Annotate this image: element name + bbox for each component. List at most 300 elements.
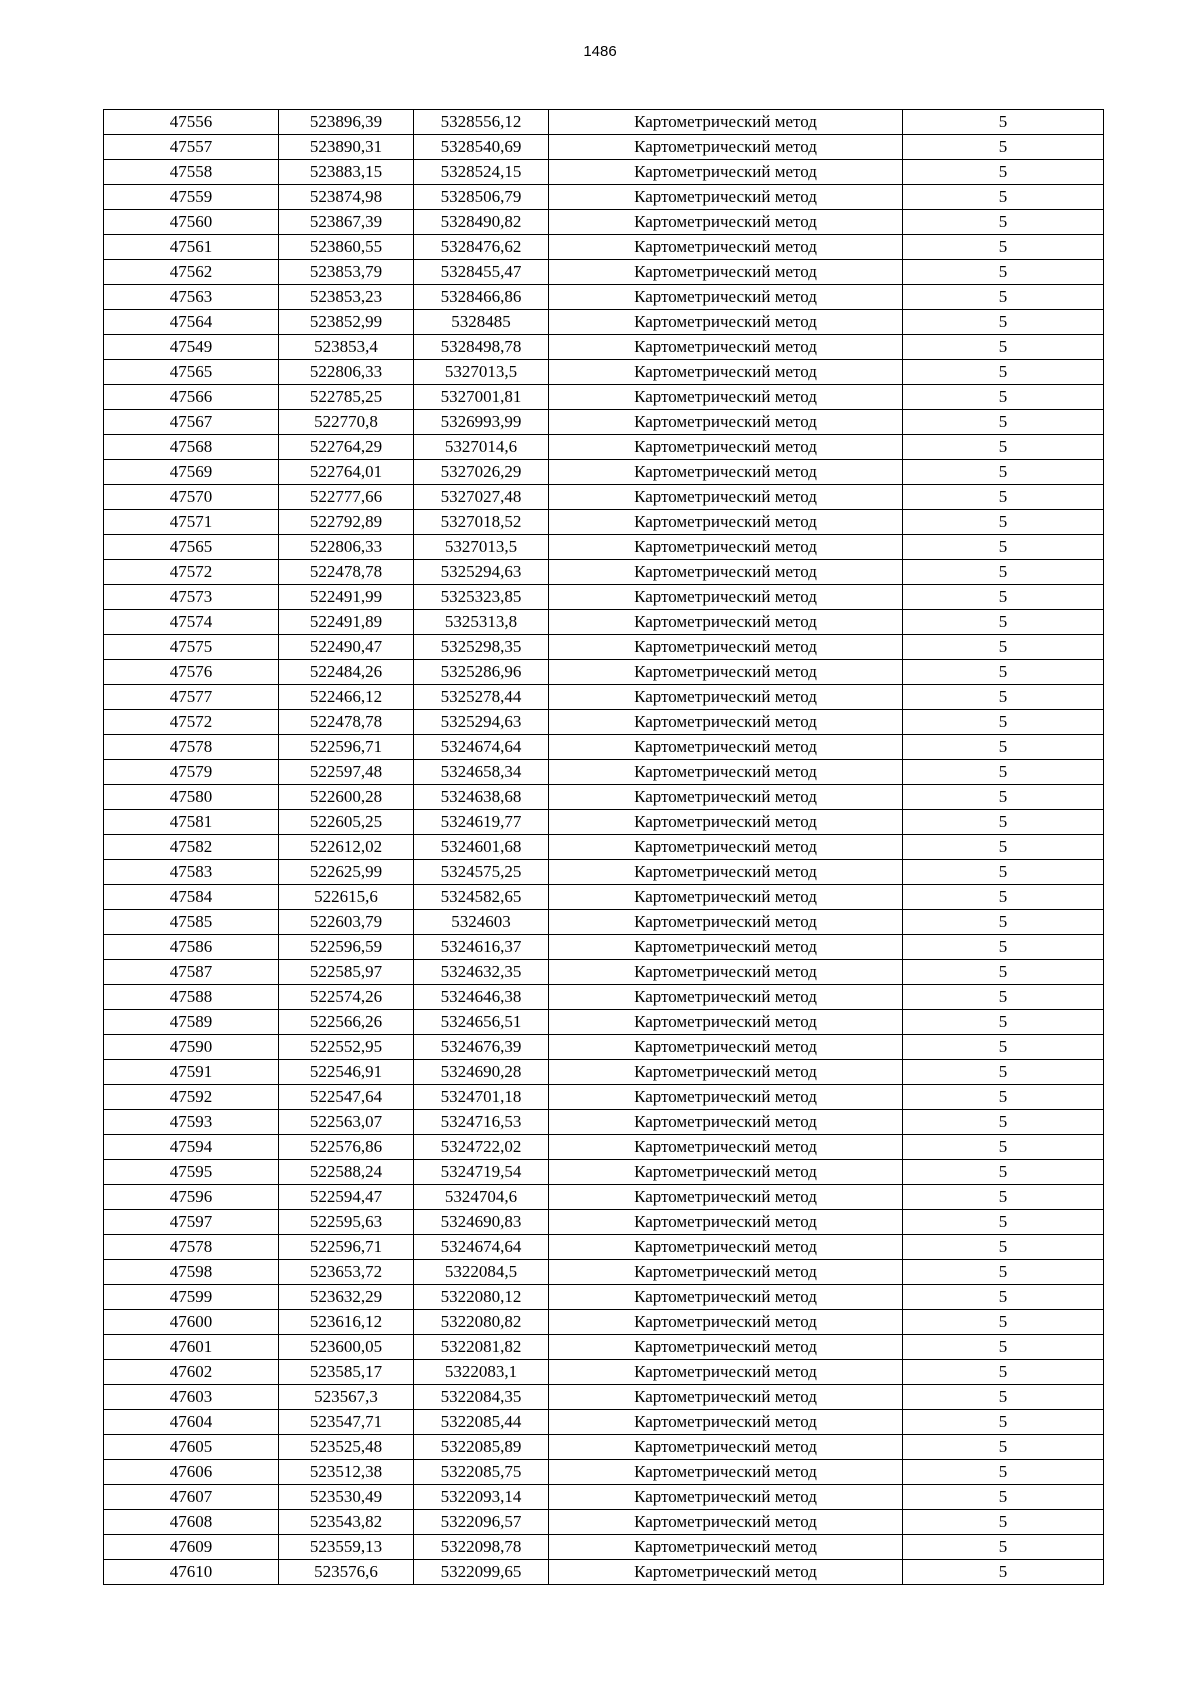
accuracy-cell: 5 — [903, 260, 1104, 285]
accuracy-cell: 5 — [903, 410, 1104, 435]
table-row — [104, 1510, 1104, 1535]
point-number-cell: 47578 — [104, 1235, 279, 1260]
x-coordinate-cell: 522612,02 — [279, 835, 414, 860]
table-row — [104, 1485, 1104, 1510]
accuracy-cell: 5 — [903, 1135, 1104, 1160]
table-row — [104, 635, 1104, 660]
table-row — [104, 785, 1104, 810]
y-coordinate-cell: 5328455,47 — [414, 260, 549, 285]
y-coordinate-cell: 5324575,25 — [414, 860, 549, 885]
y-coordinate-cell: 5322084,5 — [414, 1260, 549, 1285]
accuracy-cell: 5 — [903, 885, 1104, 910]
point-number-cell: 47606 — [104, 1460, 279, 1485]
accuracy-cell: 5 — [903, 1360, 1104, 1385]
x-coordinate-cell: 522770,8 — [279, 410, 414, 435]
x-coordinate-cell: 522777,66 — [279, 485, 414, 510]
table-row — [104, 735, 1104, 760]
method-cell: Картометрический метод — [549, 1060, 903, 1085]
accuracy-cell: 5 — [903, 1535, 1104, 1560]
page-number: 1486 — [583, 43, 617, 60]
table-row — [104, 660, 1104, 685]
table-row — [104, 760, 1104, 785]
accuracy-cell: 5 — [903, 1210, 1104, 1235]
point-number-cell: 47571 — [104, 510, 279, 535]
accuracy-cell: 5 — [903, 1160, 1104, 1185]
method-cell: Картометрический метод — [549, 1435, 903, 1460]
table-row — [104, 310, 1104, 335]
y-coordinate-cell: 5325278,44 — [414, 685, 549, 710]
y-coordinate-cell: 5324632,35 — [414, 960, 549, 985]
method-cell: Картометрический метод — [549, 860, 903, 885]
method-cell: Картометрический метод — [549, 360, 903, 385]
y-coordinate-cell: 5324722,02 — [414, 1135, 549, 1160]
method-cell: Картометрический метод — [549, 1260, 903, 1285]
method-cell: Картометрический метод — [549, 1035, 903, 1060]
accuracy-cell: 5 — [903, 585, 1104, 610]
method-cell: Картометрический метод — [549, 910, 903, 935]
y-coordinate-cell: 5325294,63 — [414, 710, 549, 735]
table-row — [104, 810, 1104, 835]
point-number-cell: 47598 — [104, 1260, 279, 1285]
point-number-cell: 47549 — [104, 335, 279, 360]
x-coordinate-cell: 523547,71 — [279, 1410, 414, 1435]
y-coordinate-cell: 5322081,82 — [414, 1335, 549, 1360]
point-number-cell: 47602 — [104, 1360, 279, 1385]
method-cell: Картометрический метод — [549, 985, 903, 1010]
table-row — [104, 710, 1104, 735]
accuracy-cell: 5 — [903, 235, 1104, 260]
table-row — [104, 1135, 1104, 1160]
x-coordinate-cell: 523853,79 — [279, 260, 414, 285]
x-coordinate-cell: 522594,47 — [279, 1185, 414, 1210]
y-coordinate-cell: 5324656,51 — [414, 1010, 549, 1035]
point-number-cell: 47583 — [104, 860, 279, 885]
accuracy-cell: 5 — [903, 1260, 1104, 1285]
x-coordinate-cell: 523576,6 — [279, 1560, 414, 1585]
x-coordinate-cell: 522588,24 — [279, 1160, 414, 1185]
accuracy-cell: 5 — [903, 210, 1104, 235]
point-number-cell: 47590 — [104, 1035, 279, 1060]
accuracy-cell: 5 — [903, 460, 1104, 485]
point-number-cell: 47560 — [104, 210, 279, 235]
x-coordinate-cell: 522764,29 — [279, 435, 414, 460]
method-cell: Картометрический метод — [549, 1310, 903, 1335]
table-row — [104, 960, 1104, 985]
method-cell: Картометрический метод — [549, 710, 903, 735]
y-coordinate-cell: 5324676,39 — [414, 1035, 549, 1060]
point-number-cell: 47579 — [104, 760, 279, 785]
method-cell: Картометрический метод — [549, 510, 903, 535]
method-cell: Картометрический метод — [549, 1085, 903, 1110]
table-row — [104, 560, 1104, 585]
point-number-cell: 47603 — [104, 1385, 279, 1410]
x-coordinate-cell: 523853,23 — [279, 285, 414, 310]
point-number-cell: 47589 — [104, 1010, 279, 1035]
method-cell: Картометрический метод — [549, 1110, 903, 1135]
accuracy-cell: 5 — [903, 860, 1104, 885]
x-coordinate-cell: 523616,12 — [279, 1310, 414, 1335]
x-coordinate-cell: 522466,12 — [279, 685, 414, 710]
y-coordinate-cell: 5322093,14 — [414, 1485, 549, 1510]
method-cell: Картометрический метод — [549, 285, 903, 310]
point-number-cell: 47574 — [104, 610, 279, 635]
x-coordinate-cell: 522546,91 — [279, 1060, 414, 1085]
point-number-cell: 47557 — [104, 135, 279, 160]
x-coordinate-cell: 522547,64 — [279, 1085, 414, 1110]
y-coordinate-cell: 5324701,18 — [414, 1085, 549, 1110]
point-number-cell: 47563 — [104, 285, 279, 310]
table-row — [104, 860, 1104, 885]
x-coordinate-cell: 523530,49 — [279, 1485, 414, 1510]
x-coordinate-cell: 523860,55 — [279, 235, 414, 260]
y-coordinate-cell: 5326993,99 — [414, 410, 549, 435]
table-row — [104, 1285, 1104, 1310]
method-cell: Картометрический метод — [549, 610, 903, 635]
table-row — [104, 410, 1104, 435]
table-row — [104, 385, 1104, 410]
x-coordinate-cell: 522595,63 — [279, 1210, 414, 1235]
y-coordinate-cell: 5324658,34 — [414, 760, 549, 785]
x-coordinate-cell: 523525,48 — [279, 1435, 414, 1460]
point-number-cell: 47572 — [104, 560, 279, 585]
table-row — [104, 160, 1104, 185]
y-coordinate-cell: 5328466,86 — [414, 285, 549, 310]
method-cell: Картометрический метод — [549, 1160, 903, 1185]
table-row — [104, 210, 1104, 235]
point-number-cell: 47586 — [104, 935, 279, 960]
table-row — [104, 1085, 1104, 1110]
method-cell: Картометрический метод — [549, 785, 903, 810]
method-cell: Картометрический метод — [549, 885, 903, 910]
accuracy-cell: 5 — [903, 1185, 1104, 1210]
table-row — [104, 1035, 1104, 1060]
y-coordinate-cell: 5328490,82 — [414, 210, 549, 235]
table-row — [104, 1410, 1104, 1435]
x-coordinate-cell: 522596,71 — [279, 735, 414, 760]
accuracy-cell: 5 — [903, 1085, 1104, 1110]
y-coordinate-cell: 5324582,65 — [414, 885, 549, 910]
table-row — [104, 1185, 1104, 1210]
accuracy-cell: 5 — [903, 185, 1104, 210]
x-coordinate-cell: 523632,29 — [279, 1285, 414, 1310]
accuracy-cell: 5 — [903, 360, 1104, 385]
y-coordinate-cell: 5322085,75 — [414, 1460, 549, 1485]
x-coordinate-cell: 522552,95 — [279, 1035, 414, 1060]
accuracy-cell: 5 — [903, 985, 1104, 1010]
method-cell: Картометрический метод — [549, 760, 903, 785]
x-coordinate-cell: 522597,48 — [279, 760, 414, 785]
method-cell: Картометрический метод — [549, 310, 903, 335]
accuracy-cell: 5 — [903, 1510, 1104, 1535]
y-coordinate-cell: 5324616,37 — [414, 935, 549, 960]
x-coordinate-cell: 522625,99 — [279, 860, 414, 885]
table-row — [104, 1460, 1104, 1485]
accuracy-cell: 5 — [903, 1010, 1104, 1035]
accuracy-cell: 5 — [903, 560, 1104, 585]
accuracy-cell: 5 — [903, 910, 1104, 935]
point-number-cell: 47564 — [104, 310, 279, 335]
method-cell: Картометрический метод — [549, 960, 903, 985]
table-row — [104, 360, 1104, 385]
accuracy-cell: 5 — [903, 1335, 1104, 1360]
y-coordinate-cell: 5327018,52 — [414, 510, 549, 535]
y-coordinate-cell: 5322085,44 — [414, 1410, 549, 1435]
method-cell: Картометрический метод — [549, 535, 903, 560]
y-coordinate-cell: 5328556,12 — [414, 110, 549, 135]
point-number-cell: 47582 — [104, 835, 279, 860]
method-cell: Картометрический метод — [549, 135, 903, 160]
point-number-cell: 47561 — [104, 235, 279, 260]
y-coordinate-cell: 5325313,8 — [414, 610, 549, 635]
table-row — [104, 185, 1104, 210]
method-cell: Картометрический метод — [549, 685, 903, 710]
x-coordinate-cell: 523585,17 — [279, 1360, 414, 1385]
x-coordinate-cell: 522764,01 — [279, 460, 414, 485]
accuracy-cell: 5 — [903, 785, 1104, 810]
method-cell: Картометрический метод — [549, 935, 903, 960]
x-coordinate-cell: 523883,15 — [279, 160, 414, 185]
method-cell: Картометрический метод — [549, 660, 903, 685]
accuracy-cell: 5 — [903, 160, 1104, 185]
x-coordinate-cell: 522806,33 — [279, 535, 414, 560]
accuracy-cell: 5 — [903, 310, 1104, 335]
point-number-cell: 47609 — [104, 1535, 279, 1560]
accuracy-cell: 5 — [903, 135, 1104, 160]
method-cell: Картометрический метод — [549, 1010, 903, 1035]
table-row — [104, 1260, 1104, 1285]
x-coordinate-cell: 522615,6 — [279, 885, 414, 910]
accuracy-cell: 5 — [903, 1410, 1104, 1435]
table-row — [104, 1110, 1104, 1135]
method-cell: Картометрический метод — [549, 1510, 903, 1535]
x-coordinate-cell: 522806,33 — [279, 360, 414, 385]
table-row — [104, 1360, 1104, 1385]
method-cell: Картометрический метод — [549, 1335, 903, 1360]
accuracy-cell: 5 — [903, 1460, 1104, 1485]
point-number-cell: 47580 — [104, 785, 279, 810]
y-coordinate-cell: 5328498,78 — [414, 335, 549, 360]
x-coordinate-cell: 522596,71 — [279, 1235, 414, 1260]
table-row — [104, 1435, 1104, 1460]
table-row — [104, 585, 1104, 610]
x-coordinate-cell: 522566,26 — [279, 1010, 414, 1035]
point-number-cell: 47596 — [104, 1185, 279, 1210]
x-coordinate-cell: 523567,3 — [279, 1385, 414, 1410]
x-coordinate-cell: 522603,79 — [279, 910, 414, 935]
point-number-cell: 47604 — [104, 1410, 279, 1435]
y-coordinate-cell: 5325298,35 — [414, 635, 549, 660]
accuracy-cell: 5 — [903, 110, 1104, 135]
accuracy-cell: 5 — [903, 760, 1104, 785]
table-row — [104, 610, 1104, 635]
accuracy-cell: 5 — [903, 535, 1104, 560]
method-cell: Картометрический метод — [549, 560, 903, 585]
point-number-cell: 47585 — [104, 910, 279, 935]
table-row — [104, 285, 1104, 310]
table-row — [104, 1210, 1104, 1235]
accuracy-cell: 5 — [903, 335, 1104, 360]
point-number-cell: 47599 — [104, 1285, 279, 1310]
y-coordinate-cell: 5325323,85 — [414, 585, 549, 610]
y-coordinate-cell: 5324690,28 — [414, 1060, 549, 1085]
method-cell: Картометрический метод — [549, 1210, 903, 1235]
accuracy-cell: 5 — [903, 710, 1104, 735]
x-coordinate-cell: 522576,86 — [279, 1135, 414, 1160]
table-row — [104, 1060, 1104, 1085]
y-coordinate-cell: 5324646,38 — [414, 985, 549, 1010]
y-coordinate-cell: 5324704,6 — [414, 1185, 549, 1210]
point-number-cell: 47569 — [104, 460, 279, 485]
x-coordinate-cell: 523867,39 — [279, 210, 414, 235]
method-cell: Картометрический метод — [549, 1410, 903, 1435]
x-coordinate-cell: 523559,13 — [279, 1535, 414, 1560]
accuracy-cell: 5 — [903, 1235, 1104, 1260]
point-number-cell: 47584 — [104, 885, 279, 910]
table-row — [104, 1310, 1104, 1335]
y-coordinate-cell: 5325286,96 — [414, 660, 549, 685]
x-coordinate-cell: 522563,07 — [279, 1110, 414, 1135]
point-number-cell: 47567 — [104, 410, 279, 435]
accuracy-cell: 5 — [903, 735, 1104, 760]
point-number-cell: 47581 — [104, 810, 279, 835]
point-number-cell: 47592 — [104, 1085, 279, 1110]
method-cell: Картометрический метод — [549, 810, 903, 835]
y-coordinate-cell: 5324674,64 — [414, 735, 549, 760]
y-coordinate-cell: 5324601,68 — [414, 835, 549, 860]
x-coordinate-cell: 523853,4 — [279, 335, 414, 360]
y-coordinate-cell: 5327027,48 — [414, 485, 549, 510]
x-coordinate-cell: 522585,97 — [279, 960, 414, 985]
x-coordinate-cell: 523600,05 — [279, 1335, 414, 1360]
method-cell: Картометрический метод — [549, 435, 903, 460]
x-coordinate-cell: 522491,89 — [279, 610, 414, 635]
method-cell: Картометрический метод — [549, 1135, 903, 1160]
method-cell: Картометрический метод — [549, 1560, 903, 1585]
accuracy-cell: 5 — [903, 835, 1104, 860]
y-coordinate-cell: 5327001,81 — [414, 385, 549, 410]
method-cell: Картометрический метод — [549, 585, 903, 610]
x-coordinate-cell: 522574,26 — [279, 985, 414, 1010]
point-number-cell: 47605 — [104, 1435, 279, 1460]
accuracy-cell: 5 — [903, 1110, 1104, 1135]
accuracy-cell: 5 — [903, 935, 1104, 960]
y-coordinate-cell: 5328476,62 — [414, 235, 549, 260]
accuracy-cell: 5 — [903, 1035, 1104, 1060]
y-coordinate-cell: 5327013,5 — [414, 360, 549, 385]
y-coordinate-cell: 5322083,1 — [414, 1360, 549, 1385]
x-coordinate-cell: 522484,26 — [279, 660, 414, 685]
method-cell: Картометрический метод — [549, 735, 903, 760]
point-number-cell: 47578 — [104, 735, 279, 760]
point-number-cell: 47558 — [104, 160, 279, 185]
point-number-cell: 47573 — [104, 585, 279, 610]
method-cell: Картометрический метод — [549, 835, 903, 860]
table-row — [104, 1385, 1104, 1410]
point-number-cell: 47565 — [104, 535, 279, 560]
y-coordinate-cell: 5327014,6 — [414, 435, 549, 460]
x-coordinate-cell: 523890,31 — [279, 135, 414, 160]
x-coordinate-cell: 523852,99 — [279, 310, 414, 335]
table-row — [104, 1335, 1104, 1360]
point-number-cell: 47576 — [104, 660, 279, 685]
table-row — [104, 1235, 1104, 1260]
table-row — [104, 1560, 1104, 1585]
accuracy-cell: 5 — [903, 1060, 1104, 1085]
accuracy-cell: 5 — [903, 1310, 1104, 1335]
point-number-cell: 47556 — [104, 110, 279, 135]
method-cell: Картометрический метод — [549, 235, 903, 260]
method-cell: Картометрический метод — [549, 635, 903, 660]
method-cell: Картометрический метод — [549, 460, 903, 485]
table-row — [104, 335, 1104, 360]
table-row — [104, 1010, 1104, 1035]
y-coordinate-cell: 5328485 — [414, 310, 549, 335]
x-coordinate-cell: 523653,72 — [279, 1260, 414, 1285]
accuracy-cell: 5 — [903, 1385, 1104, 1410]
x-coordinate-cell: 523896,39 — [279, 110, 414, 135]
method-cell: Картометрический метод — [549, 485, 903, 510]
accuracy-cell: 5 — [903, 1485, 1104, 1510]
point-number-cell: 47610 — [104, 1560, 279, 1585]
y-coordinate-cell: 5322080,82 — [414, 1310, 549, 1335]
point-number-cell: 47572 — [104, 710, 279, 735]
table-row — [104, 510, 1104, 535]
x-coordinate-cell: 523512,38 — [279, 1460, 414, 1485]
method-cell: Картометрический метод — [549, 1485, 903, 1510]
y-coordinate-cell: 5322084,35 — [414, 1385, 549, 1410]
y-coordinate-cell: 5324603 — [414, 910, 549, 935]
y-coordinate-cell: 5322085,89 — [414, 1435, 549, 1460]
y-coordinate-cell: 5322099,65 — [414, 1560, 549, 1585]
method-cell: Картометрический метод — [549, 1385, 903, 1410]
coordinates-table — [103, 109, 1104, 1585]
y-coordinate-cell: 5327026,29 — [414, 460, 549, 485]
y-coordinate-cell: 5328506,79 — [414, 185, 549, 210]
accuracy-cell: 5 — [903, 510, 1104, 535]
method-cell: Картометрический метод — [549, 260, 903, 285]
point-number-cell: 47597 — [104, 1210, 279, 1235]
point-number-cell: 47593 — [104, 1110, 279, 1135]
point-number-cell: 47575 — [104, 635, 279, 660]
method-cell: Картометрический метод — [549, 1360, 903, 1385]
method-cell: Картометрический метод — [549, 335, 903, 360]
point-number-cell: 47565 — [104, 360, 279, 385]
accuracy-cell: 5 — [903, 685, 1104, 710]
x-coordinate-cell: 522491,99 — [279, 585, 414, 610]
table-row — [104, 535, 1104, 560]
method-cell: Картометрический метод — [549, 210, 903, 235]
y-coordinate-cell: 5324719,54 — [414, 1160, 549, 1185]
method-cell: Картометрический метод — [549, 185, 903, 210]
table-body — [104, 110, 1104, 1585]
y-coordinate-cell: 5324619,77 — [414, 810, 549, 835]
method-cell: Картометрический метод — [549, 1460, 903, 1485]
x-coordinate-cell: 523543,82 — [279, 1510, 414, 1535]
x-coordinate-cell: 522490,47 — [279, 635, 414, 660]
method-cell: Картометрический метод — [549, 1535, 903, 1560]
table-row — [104, 885, 1104, 910]
table-row — [104, 110, 1104, 135]
point-number-cell: 47587 — [104, 960, 279, 985]
x-coordinate-cell: 522785,25 — [279, 385, 414, 410]
x-coordinate-cell: 522596,59 — [279, 935, 414, 960]
table-row — [104, 260, 1104, 285]
y-coordinate-cell: 5325294,63 — [414, 560, 549, 585]
method-cell: Картометрический метод — [549, 1235, 903, 1260]
accuracy-cell: 5 — [903, 435, 1104, 460]
accuracy-cell: 5 — [903, 385, 1104, 410]
x-coordinate-cell: 522605,25 — [279, 810, 414, 835]
